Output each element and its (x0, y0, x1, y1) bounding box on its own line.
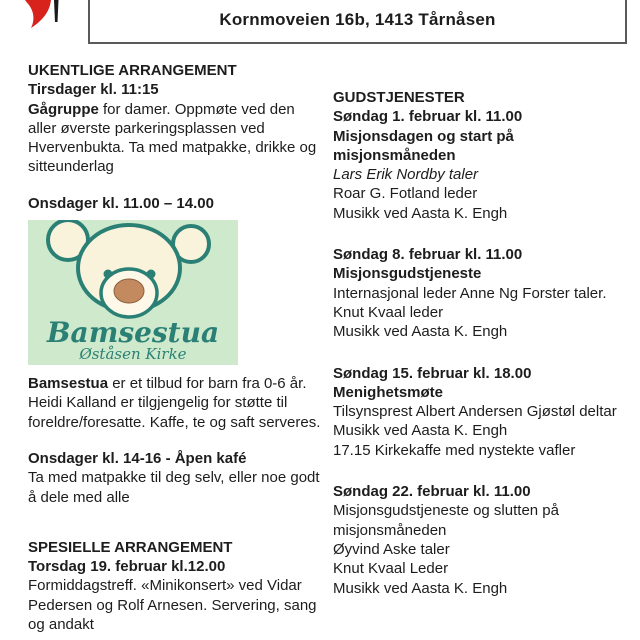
kafe-body: Ta med matpakke til deg selv, eller noe godt å dele med alle (28, 469, 320, 506)
service-title: Misjonsgudstjeneste (333, 265, 482, 283)
address-box (88, 0, 627, 44)
bamsestua-teddy-bear-image (28, 220, 238, 365)
service-title: Misjonsdagen og start på misjonsmåneden (333, 127, 514, 164)
service-title: Menighetsmøte (333, 383, 444, 401)
right-column (333, 88, 625, 598)
service-title: Misjonsgudstjeneste og slutten på misjonsmåneden (333, 502, 559, 539)
bear-nose (114, 279, 144, 303)
bamsestua-image-subtitle: Øståsen Kirke (79, 345, 187, 364)
bamsestua-heading: Onsdager kl. 11.00 – 14.00 (28, 194, 214, 212)
service-line: Musikk ved Aasta K. Engh (333, 422, 508, 440)
flame-shape (25, 0, 51, 28)
weekly-section-title: UKENTLIGE ARRANGEMENT (28, 62, 237, 79)
service-entry-feb15 (333, 364, 625, 460)
service-date: Søndag 22. februar kl. 11.00 (333, 483, 531, 501)
cross-bar (54, 0, 59, 22)
tirsdager-lead: Gågruppe (28, 100, 99, 118)
service-line: 17.15 Kirkekaffe med nystekte vafler (333, 441, 576, 459)
special-section-title: SPESIELLE ARRANGEMENT (28, 538, 233, 556)
service-line: Lars Erik Nordby taler (333, 166, 479, 184)
tirsdager-body: Gågruppe for damer. Oppmøte ved den aller øverste parkeringsplassen ved Hvervenbukta. Ta med matpakke, drikke og sitteunderlag (28, 100, 317, 176)
left-column (28, 61, 324, 634)
service-line: Internasjonal leder Anne Ng Forster taler. (333, 284, 607, 302)
service-entry-feb22 (333, 482, 625, 598)
service-line: Øyvind Aske taler (333, 540, 450, 558)
service-line: Roar G. Fotland leder (333, 185, 478, 203)
service-line: Knut Kvaal Leder (333, 560, 449, 578)
kafe-heading: Onsdager kl. 14-16 - Åpen kafé (28, 449, 247, 467)
special-heading: Torsdag 19. februar kl.12.00 (28, 558, 226, 576)
service-entry-feb8 (333, 245, 625, 341)
service-line: Tilsynsprest Albert Andersen Gjøstøl deltar (333, 403, 617, 421)
special-body: Formiddagstreff. «Minikonsert» ved Vidar Pedersen og Rolf Arnesen. Servering, sang og andakt (28, 577, 317, 634)
service-entry-feb1 (333, 107, 625, 223)
address-text: Kornmoveien 16b, 1413 Tårnåsen (219, 10, 496, 29)
bamsestua-image-title: Bamsestua (46, 316, 220, 350)
service-line: Musikk ved Aasta K. Engh (333, 204, 508, 222)
cross-and-flame-logo-icon (24, 0, 66, 30)
service-date: Søndag 8. februar kl. 11.00 (333, 246, 523, 264)
services-section-title: GUDSTJENESTER (333, 89, 465, 106)
service-line: Musikk ved Aasta K. Engh (333, 323, 508, 341)
tirsdager-heading: Tirsdager kl. 11:15 (28, 81, 159, 99)
bamsestua-lead: Bamsestua (28, 375, 109, 393)
bamsestua-body: Bamsestua er et tilbud for barn fra 0-6 år. Heidi Kalland er tilgjengelig for støtte til foreldre/foresatte. Kaffe, te og saft serveres. (28, 375, 321, 431)
service-line: Musikk ved Aasta K. Engh (333, 579, 508, 597)
service-line: Knut Kvaal leder (333, 303, 444, 321)
service-date: Søndag 15. februar kl. 18.00 (333, 364, 532, 382)
service-date: Søndag 1. februar kl. 11.00 (333, 108, 523, 126)
